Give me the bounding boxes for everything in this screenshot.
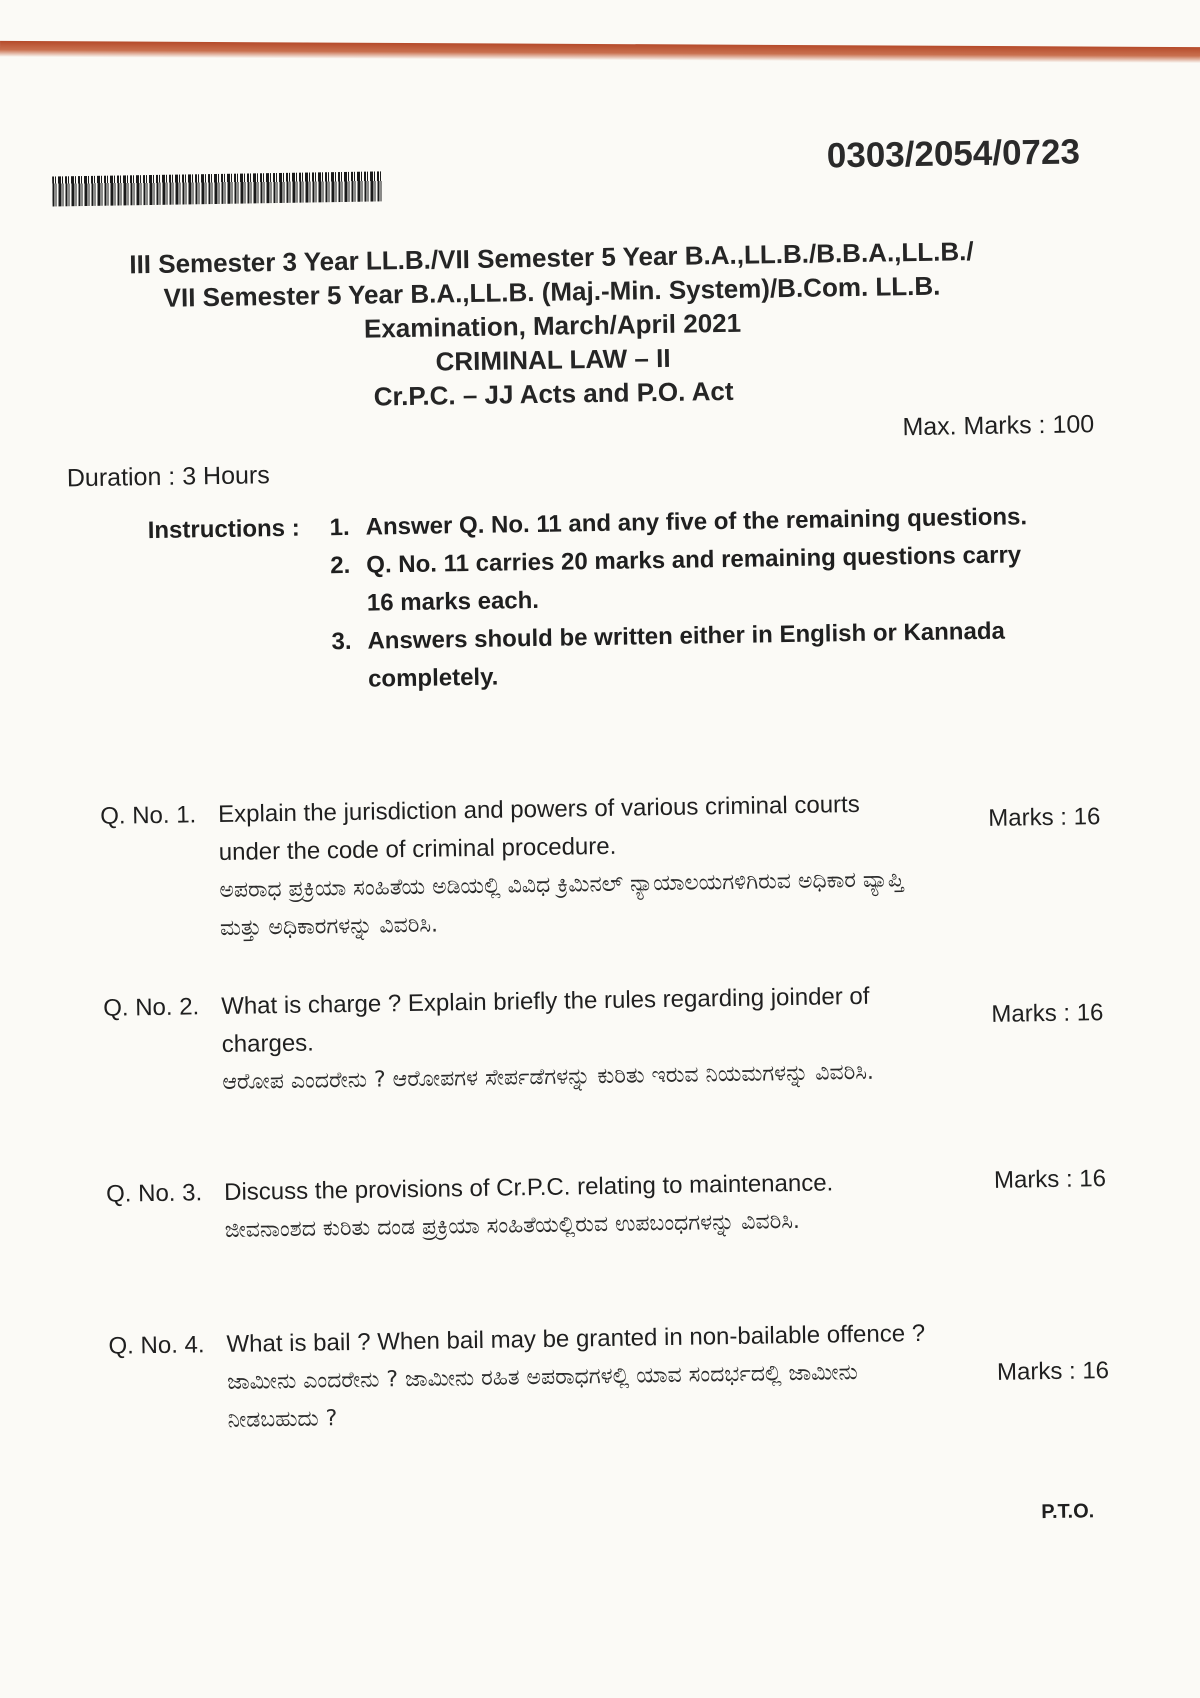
question-marks: Marks : 16 (991, 999, 1104, 1028)
instruction-item (331, 612, 1032, 699)
instruction-number: 3. (331, 627, 352, 656)
header-line-2: VII Semester 5 Year B.A.,LL.B. (Maj.-Min. System)/B.Com. LL.B. (163, 270, 941, 313)
question-text-english: Explain the jurisdiction and powers of various criminal courts under the code of criminal procedure. (217, 790, 860, 866)
question-1 (99, 782, 1101, 941)
instruction-number: 2. (330, 551, 351, 580)
instruction-text: Answers should be written either in English or Kannada completely. (367, 617, 1006, 693)
question-body (221, 977, 923, 1102)
page-turn-over: P.T.O. (1041, 1500, 1095, 1524)
instruction-item (330, 536, 1031, 623)
question-2 (102, 974, 1104, 1095)
question-4 (108, 1312, 1110, 1433)
max-marks: Max. Marks : 100 (902, 410, 1095, 442)
instruction-text: Answer Q. No. 11 and any five of the remaining questions. (365, 503, 1028, 541)
question-text-english: Discuss the provisions of Cr.P.C. relating to maintenance. (223, 1169, 834, 1206)
header-line-3: Examination, March/April 2021 (363, 307, 742, 344)
question-label: Q. No. 2. (102, 993, 200, 1022)
question-3 (105, 1160, 1107, 1243)
question-marks: Marks : 16 (996, 1357, 1110, 1386)
question-text-english: What is bail ? When bail may be granted in non-bailable offence ? (226, 1319, 926, 1358)
question-marks: Marks : 16 (993, 1165, 1107, 1194)
question-body (226, 1315, 928, 1440)
instruction-number: 1. (329, 513, 350, 542)
question-text-kannada: ಅಪರಾಧ ಪ್ರಕ್ರಿಯಾ ಸಂಹಿತೆಯ ಅಡಿಯಲ್ಲಿ ವಿವಿಧ ಕ್ರಿಮಿನಲ್ ನ್ಯಾಯಾಲಯಗಳಿಗಿರುವ ಅಧಿಕಾರ ವ್ಯಾಪ್ತಿ ಮತ್ತು ಅಧಿಕಾರಗಳನ್ನು ವಿವರಿಸಿ. (219, 867, 905, 941)
question-text-english: What is charge ? Explain briefly the rules regarding joinder of charges. (220, 982, 870, 1058)
question-marks: Marks : 16 (988, 803, 1101, 832)
question-label: Q. No. 3. (105, 1179, 203, 1208)
question-label: Q. No. 1. (99, 801, 197, 830)
instruction-text: Q. No. 11 carries 20 marks and remaining questions carry 16 marks each. (366, 541, 1022, 617)
instructions (147, 498, 1047, 693)
exam-header (71, 233, 1034, 418)
question-text-kannada: ಜೀವನಾಂಶದ ಕುರಿತು ದಂಡ ಪ್ರಕ್ರಿಯಾ ಸಂಹಿತೆಯಲ್ಲಿರುವ ಉಪಬಂಧಗಳನ್ನು ವಿವರಿಸಿ. (224, 1208, 801, 1243)
question-text-kannada: ಆರೋಪ ಎಂದರೇನು ? ಆರೋಪಗಳ ಸೇರ್ಪಡೆಗಳನ್ನು ಕುರಿತು ಇರುವ ನಿಯಮಗಳನ್ನು ವಿವರಿಸಿ. (222, 1059, 875, 1095)
instructions-list (329, 498, 1032, 699)
header-line-1: III Semester 3 Year LL.B./VII Semester 5 Year B.A.,LL.B./B.B.A.,LL.B./ (129, 236, 974, 280)
subject-title: CRIMINAL LAW – II (435, 342, 671, 377)
question-label: Q. No. 4. (108, 1331, 205, 1360)
question-body (224, 1163, 925, 1250)
question-text-kannada: ಜಾಮೀನು ಎಂದರೇನು ? ಜಾಮೀನು ರಹಿತ ಅಪರಾಧಗಳಲ್ಲಿ ಯಾವ ಸಂದರ್ಭದಲ್ಲಿ ಜಾಮೀನು ನೀಡಬಹುದು ? (226, 1360, 858, 1433)
subject-subtitle: Cr.P.C. – JJ Acts and P.O. Act (373, 375, 734, 412)
instructions-label: Instructions : (147, 514, 300, 545)
duration: Duration : 3 Hours (66, 461, 270, 493)
question-body (218, 785, 920, 948)
barcode (52, 171, 382, 206)
paper-code: 0303/2054/0723 (826, 132, 1081, 176)
